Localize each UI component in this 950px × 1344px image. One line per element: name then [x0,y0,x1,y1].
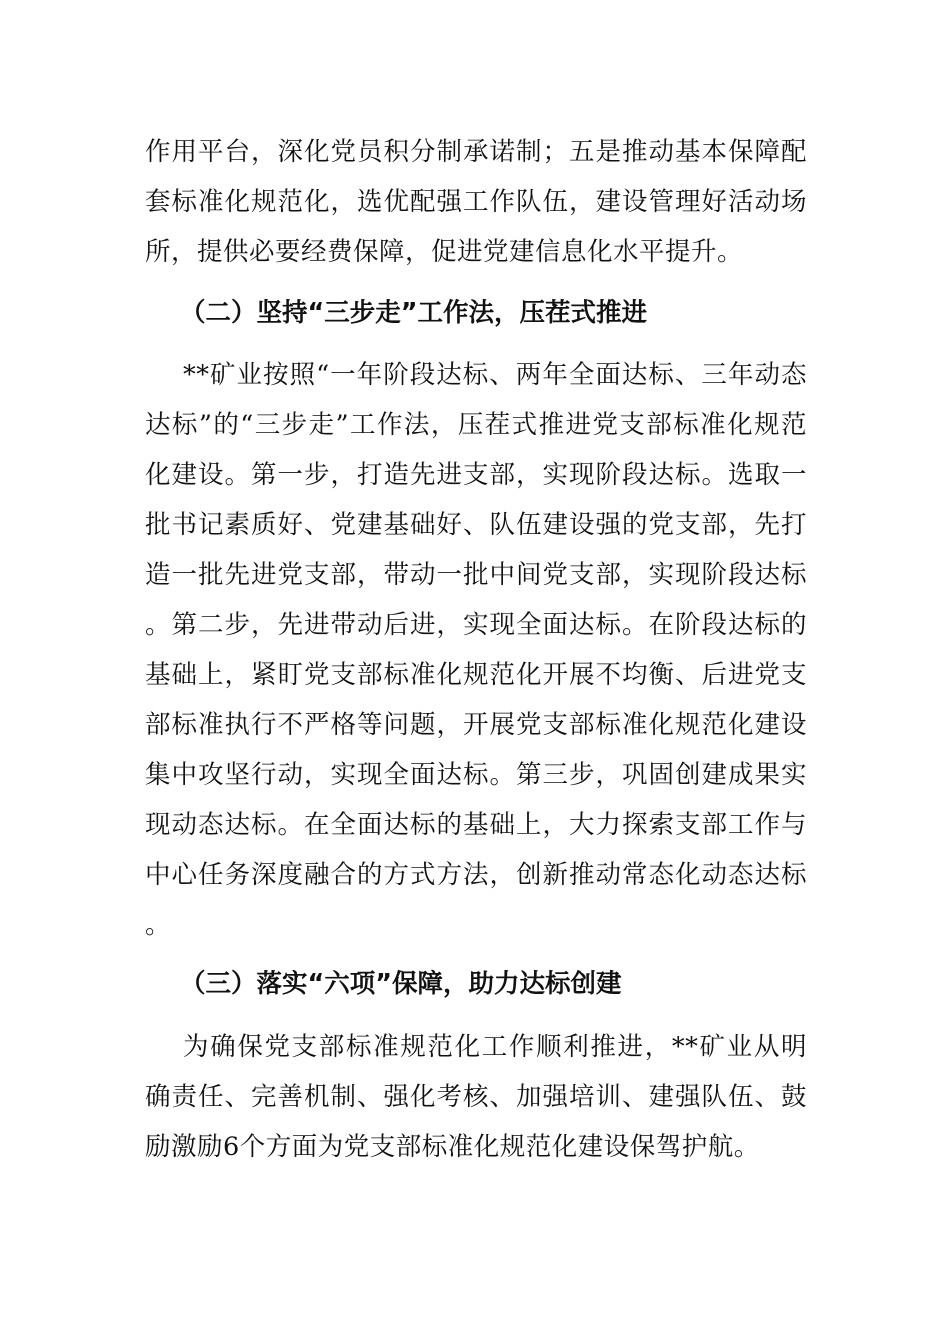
section-3-paragraph: 为确保党支部标准规范化工作顺利推进，**矿业从明确责任、完善机制、强化考核、加强培训、建强队伍、鼓励激励6个方面为党支部标准化规范化建设保驾护航。 [145,1032,807,1162]
continued-paragraph: 作用平台，深化党员积分制承诺制；五是推动基本保障配套标准化规范化，选优配强工作队伍，建设管理好活动场所，提供必要经费保障，促进党建信息化水平提升。 [145,137,807,267]
section-heading-3: （三）落实“六项”保障，助力达标创建 [180,969,622,999]
section-2-paragraph: **矿业按照“一年阶段达标、两年全面达标、三年动态达标”的“三步走”工作法，压茬式推进党支部标准化规范化建设。第一步，打造先进支部，实现阶段达标。选取一批书记素质好、党建基础好、队伍建设强的党支部，先打造一批先进党支部，带动一批中间党支部，实现阶段达标。第二步，先进带动后进，实现全面达标。在阶段达标的基础上，紧盯党支部标准化规范化开展不均衡、后进党支部标准执行不严格等问题，开展党支部标准化规范化建设集中攻坚行动，实现全面达标。第三步，巩固创建成果实现动态达标。在全面达标的基础上，大力探索支部工作与中心任务深度融合的方式方法，创新推动常态化动态达标。 [145,360,807,940]
section-heading-2: （二）坚持“三步走”工作法，压茬式推进 [180,298,648,328]
